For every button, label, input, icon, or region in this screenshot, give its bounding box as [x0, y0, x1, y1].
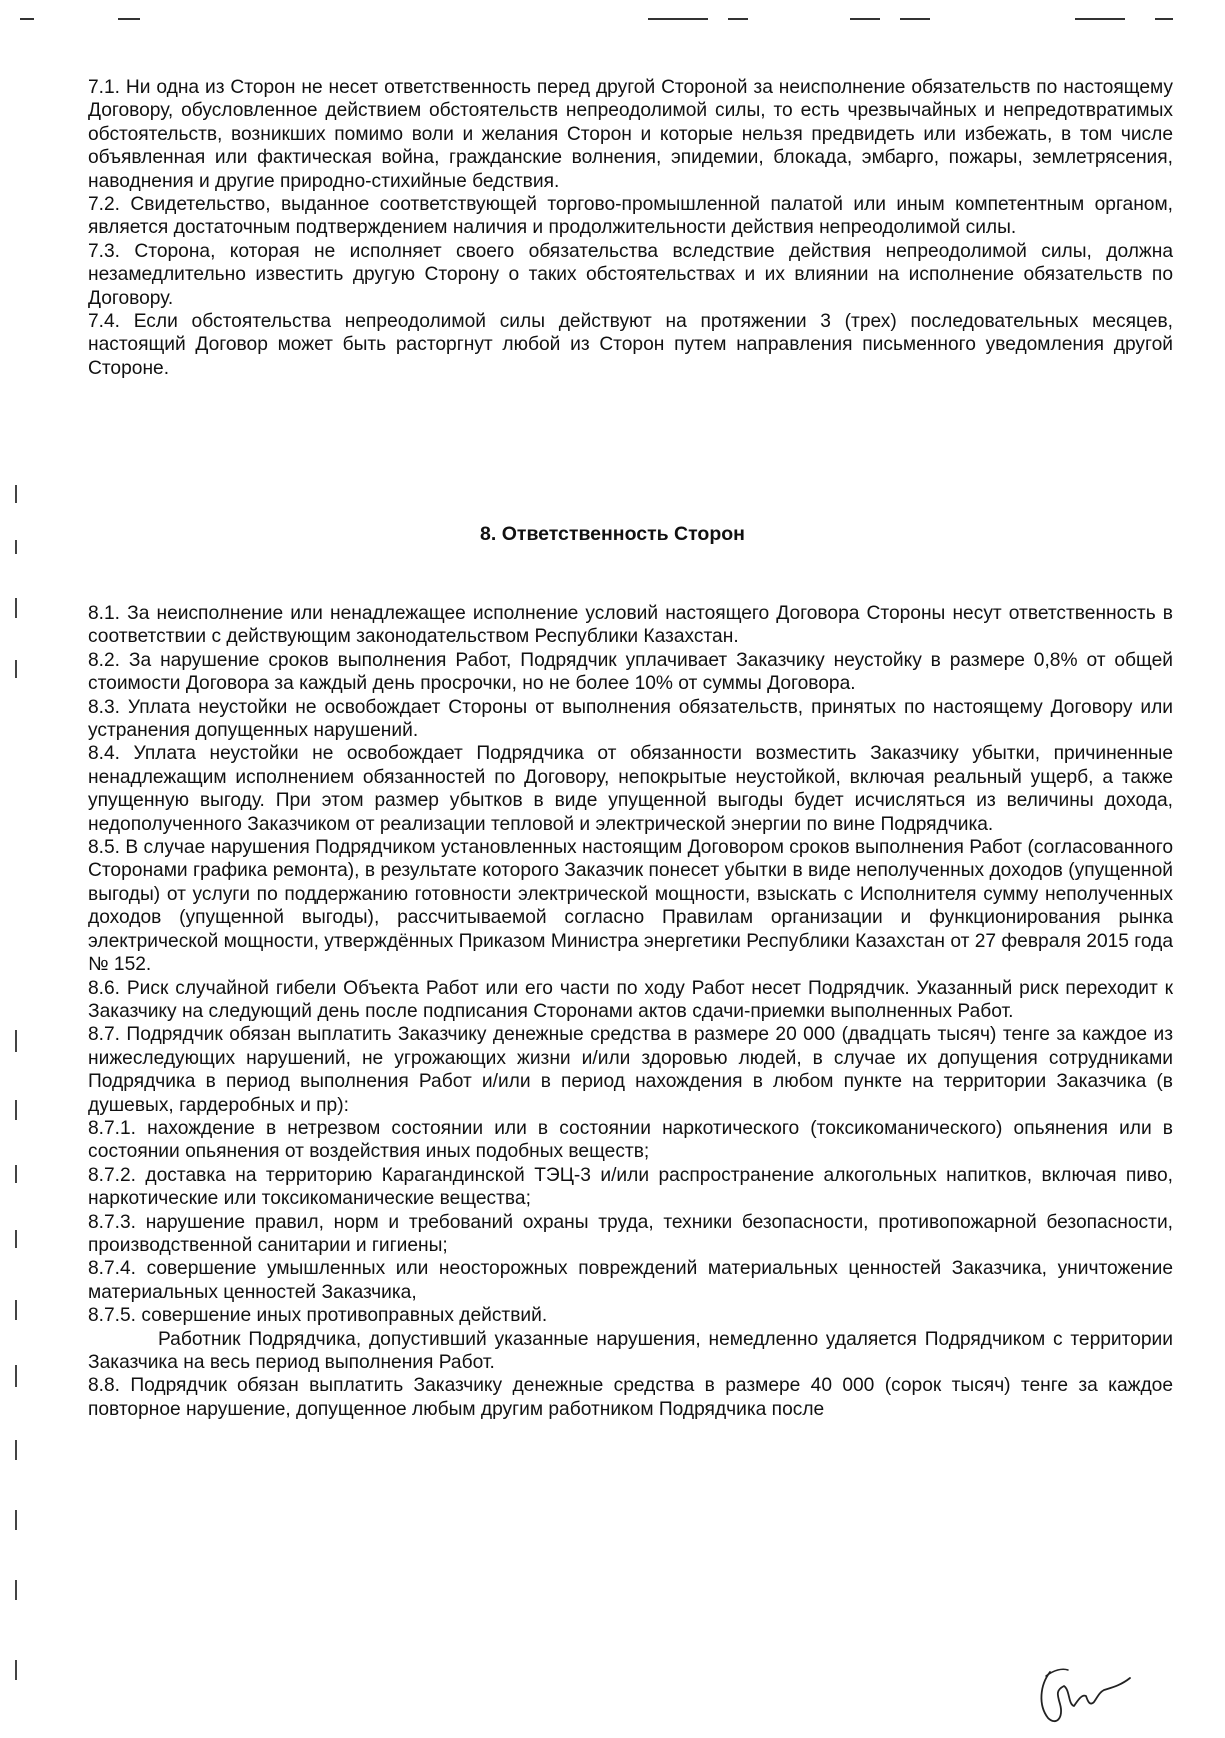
scan-artifact-left	[15, 1660, 17, 1680]
scan-artifact-left	[15, 1165, 17, 1183]
clause-7-2: 7.2. Свидетельство, выданное соответствующей торгово-промышленной палатой или иным компетентным органом, является достаточным подтверждением наличия и продолжительности действия непреодолимой силы.	[88, 194, 1173, 239]
clause-8-2: 8.2. За нарушение сроков выполнения Работ, Подрядчик уплачивает Заказчику неустойку в размере 0,8% от общей стоимости Договора за каждый день просрочки, но не более 10% от суммы Договора.	[88, 649, 1173, 695]
clause-7-1: 7.1. Ни одна из Сторон не несет ответственность перед другой Стороной за неисполнение обязательств по настоящему Договору, обусловленное действием обстоятельств непреодолимой силы, то есть чрезвычайных и непредотвратимых обстоятельств, возникших помимо воли и желания Сторон и которые нельзя предвидеть или избежать, в том числе объявленная или фактическая война, гражданские волнения, эпидемии, блокада, эмбарго, пожары, землетрясения, наводнения и другие природно-стихийные бедствия.	[88, 77, 1173, 192]
signature-mark	[1030, 1660, 1140, 1730]
clause-7-4: 7.4. Если обстоятельства непреодолимой силы действуют на протяжении 3 (трех) последовательных месяцев, настоящий Договор может быть расторгнут любой из Сторон путем направления письменного уведомления другой Стороне.	[88, 311, 1173, 379]
scan-artifact-top	[118, 18, 140, 20]
scan-artifact-left	[15, 1030, 17, 1052]
section-7-text	[88, 76, 1173, 380]
clause-8-7: 8.7. Подрядчик обязан выплатить Заказчику денежные средства в размере 20 000 (двадцать тысяч) тенге за каждое из нижеследующих нарушений, не угрожающих жизни и/или здоровью людей, в случае их допущения сотрудниками Подрядчика в период выполнения Работ и/или в период нахождения в любом пункте на территории Заказчика (в душевых, гардеробных и пр):	[88, 1024, 1173, 1116]
worker-removal-paragraph: Работник Подрядчика, допустивший указанные нарушения, немедленно удаляется Подрядчиком с территории Заказчика на весь период выполнения Работ.	[88, 1328, 1173, 1373]
scan-artifact-top	[850, 18, 880, 20]
clause-8-7-3: 8.7.3. нарушение правил, норм и требований охраны труда, техники безопасности, противопожарной безопасности, производственной санитарии и гигиены;	[88, 1211, 1173, 1256]
clause-8-7-2: 8.7.2. доставка на территорию Карагандинской ТЭЦ-3 и/или распространение алкогольных напитков, включая пиво, наркотические или токсикоманические вещества;	[88, 1164, 1173, 1210]
clause-8-4: 8.4. Уплата неустойки не освобождает Подрядчика от обязанности возместить Заказчику убытки, причиненные ненадлежащим исполнением обязанностей по Договору, непокрытые неустойкой, включая реальный ущерб, а также упущенную выгоду. При этом размер убытков в виде упущенной выгоды будет исчисляться из величины дохода, недополученного Заказчиком от реализации тепловой и электрической энергии по вине Подрядчика.	[88, 743, 1173, 835]
scan-artifact-top	[900, 18, 930, 20]
section-8-heading: 8. Ответственность Сторон	[480, 523, 745, 545]
scan-artifact-top	[728, 18, 748, 20]
scan-artifact-left	[15, 598, 17, 618]
scan-artifact-top	[20, 18, 34, 20]
clause-8-6: 8.6. Риск случайной гибели Объекта Работ или его части по ходу Работ несет Подрядчик. Указанный риск переходит к Заказчику на следующий день после подписания Сторонами актов сдачи-приемки выполненных Работ.	[88, 977, 1173, 1022]
scan-artifact-left	[15, 1300, 17, 1320]
scan-artifact-top	[1155, 18, 1173, 20]
scan-artifact-left	[15, 1230, 17, 1248]
scan-artifact-top	[1075, 18, 1125, 20]
clause-8-8: 8.8. Подрядчик обязан выплатить Заказчику денежные средства в размере 40 000 (сорок тысяч) тенге за каждое повторное нарушение, допущенное любым другим работником Подрядчика после	[88, 1375, 1173, 1420]
section-8-text	[88, 602, 1173, 1421]
clause-7-3: 7.3. Сторона, которая не исполняет своего обязательства вследствие действия непреодолимой силы, должна незамедлительно известить другую Сторону о таких обстоятельствах и их влиянии на исполнение обязательств по Договору.	[88, 240, 1173, 309]
scan-artifact-left	[15, 1365, 17, 1387]
clause-8-1: 8.1. За неисполнение или ненадлежащее исполнение условий настоящего Договора Стороны несут ответственность в соответствии с действующим законодательством Республики Казахстан.	[88, 603, 1173, 648]
clause-8-3: 8.3. Уплата неустойки не освобождает Стороны от выполнения обязательств, принятых по настоящему Договору или устранения допущенных нарушений.	[88, 696, 1173, 742]
clause-8-7-1: 8.7.1. нахождение в нетрезвом состоянии или в состоянии наркотического (токсикоманического) опьянения или в состоянии опьянения от воздействия иных подобных веществ;	[88, 1117, 1173, 1163]
clause-8-5: 8.5. В случае нарушения Подрядчиком установленных настоящим Договором сроков выполнения Работ (согласованного Сторонами графика ремонта), в результате которого Заказчик понесет убытки в виде неполученных доходов (упущенной выгоды) от услуги по поддержанию готовности электрической мощности, взыскать с Исполнителя сумму неполученных доходов (упущенной выгоды), рассчитываемой согласно Правилам организации и функционирования рынка электрической мощности, утверждённых Приказом Министра энергетики Республики Казахстан от 27 февраля 2015 года № 152.	[88, 837, 1173, 976]
clause-8-7-5: 8.7.5. совершение иных противоправных действий.	[88, 1305, 548, 1327]
scan-artifact-left	[15, 1440, 17, 1460]
scan-artifact-left	[15, 1580, 17, 1600]
scan-artifact-left	[15, 1100, 17, 1120]
scan-artifact-left	[15, 1510, 17, 1530]
scan-artifact-left	[15, 485, 17, 503]
scan-artifact-left	[15, 660, 17, 678]
clause-8-7-4: 8.7.4. совершение умышленных или неосторожных повреждений материальных ценностей Заказчика, уничтожение материальных ценностей Заказчика,	[88, 1258, 1173, 1303]
scan-artifact-top	[648, 18, 708, 20]
